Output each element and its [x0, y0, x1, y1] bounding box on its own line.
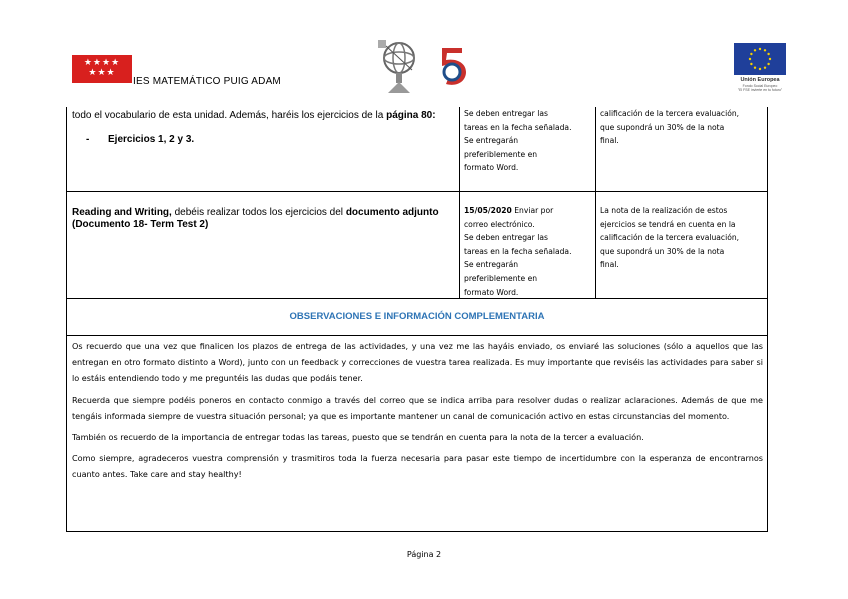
madrid-flag-logo: [72, 55, 132, 83]
school-name: IES MATEMÁTICO PUIG ADAM: [133, 76, 281, 87]
activity-text: todo el vocabulario de esta unidad. Además, haréis los ejercicios de la: [72, 110, 384, 121]
observations-section: [67, 299, 767, 531]
delivery-line: tareas en la fecha señalada.: [464, 246, 572, 256]
grading-line: que supondrá un 30% de la nota: [600, 246, 725, 256]
grading-text: [596, 192, 767, 272]
observation-paragraph: Recuerda que siempre podéis poneros en contacto conmigo a través del correo que se indica arriba para resolver dudas o realizar aclaraciones. Además de que me tengáis informada siempre de vuestra situación personal; ya que es importante mantener un canal de comunicación activo en estas circunstancias del momento.: [72, 394, 763, 421]
grading-text: [596, 107, 767, 148]
activity-text: debéis realizar todos los ejercicios del: [171, 207, 346, 218]
delivery-line: preferiblemente en: [464, 149, 538, 159]
activity-document-ref: documento adjunto (Documento 18- Term Test 2): [72, 207, 439, 230]
delivery-line: Se entregarán: [464, 260, 519, 270]
activity-cell: [67, 192, 460, 298]
observation-paragraph: Como siempre, agradeceros vuestra comprensión y trasmitiros toda la fuerza necesaria para pasar este tiempo de incertidumbre con la esperanza de encontrarnos cuanto antes. Take care and stay healthy!: [72, 453, 763, 480]
bullet-text: Ejercicios 1, 2 y 3.: [108, 134, 195, 145]
eu-stars-icon: [734, 43, 786, 75]
delivery-cell: [460, 192, 596, 298]
delivery-cell: [460, 107, 596, 191]
grading-cell: [596, 107, 767, 191]
delivery-line: Se entregarán: [464, 136, 519, 146]
activities-table: [66, 107, 768, 532]
flag-stars-icon: ★★★★ ★★★: [83, 58, 121, 78]
observation-paragraph: También os recuerdo de la importancia de entregar todas las tareas, puesto que se tendrán en cuenta para la nota de la tercer a evaluación.: [72, 432, 644, 443]
delivery-line: formato Word.: [464, 163, 519, 173]
list-item: [72, 134, 455, 146]
observation-paragraph: Os recuerdo que una vez que finalicen los plazos de entrega de las actividades, y una vez me las hayáis enviado, os enviaré las soluciones (sólo a aquellos que las entregan en otro formato distinto a Word), junto con un feedback y correcciones de vuestra tarea realizada. Es muy importante que reviséis las actividades para saber si lo estáis entendiendo todo y me preguntéis las dudas que podáis tener.: [72, 341, 763, 384]
armillary-sphere-emblem-icon: [376, 38, 422, 96]
grading-line: calificación de la tercera evaluación,: [600, 109, 740, 118]
activity-description: [67, 107, 459, 146]
observations-body: [67, 336, 767, 488]
grading-line: que supondrá un 30% de la nota: [600, 122, 725, 132]
activity-cell: [67, 107, 460, 191]
activity-title: Reading and Writing,: [72, 207, 172, 218]
eu-subtitle-line: Fondo Social Europeo: [742, 84, 778, 88]
table-row: [67, 192, 767, 299]
bullet-dash: -: [86, 134, 90, 145]
delivery-line: formato Word.: [464, 287, 519, 297]
eu-subtitle: [720, 84, 800, 92]
page-number: Página 2: [406, 550, 442, 559]
delivery-line: Se deben entregar las: [464, 233, 548, 243]
delivery-line: tareas en la fecha señalada.: [464, 122, 572, 132]
delivery-date: 15/05/2020: [464, 206, 512, 215]
delivery-line: Se deben entregar las: [464, 109, 548, 118]
activity-description: [67, 192, 459, 231]
delivery-text: [460, 192, 595, 299]
delivery-line: correo electrónico.: [464, 219, 535, 229]
observations-heading: OBSERVACIONES E INFORMACIÓN COMPLEMENTARIA: [67, 299, 767, 336]
activity-page-ref: página 80:: [386, 110, 436, 121]
delivery-text: [460, 107, 595, 175]
delivery-method: Enviar por: [511, 206, 554, 215]
eu-title: Unión Europea: [740, 77, 780, 83]
page-header: [0, 0, 848, 105]
grading-cell: [596, 192, 767, 298]
eu-subtitle-line: "El FSE invierte en tu futuro": [737, 88, 783, 92]
table-row: [67, 107, 767, 192]
anniversary-50-logo-icon: [428, 42, 474, 88]
grading-line: ejercicios se tendrá en cuenta en la: [600, 219, 736, 229]
delivery-line: [464, 204, 591, 218]
grading-line: calificación de la tercera evaluación,: [600, 233, 740, 243]
delivery-line: preferiblemente en: [464, 273, 538, 283]
grading-line: final.: [600, 136, 619, 146]
eu-flag-logo: [734, 43, 786, 75]
grading-line: La nota de la realización de estos: [600, 206, 728, 215]
grading-line: final.: [600, 260, 619, 270]
